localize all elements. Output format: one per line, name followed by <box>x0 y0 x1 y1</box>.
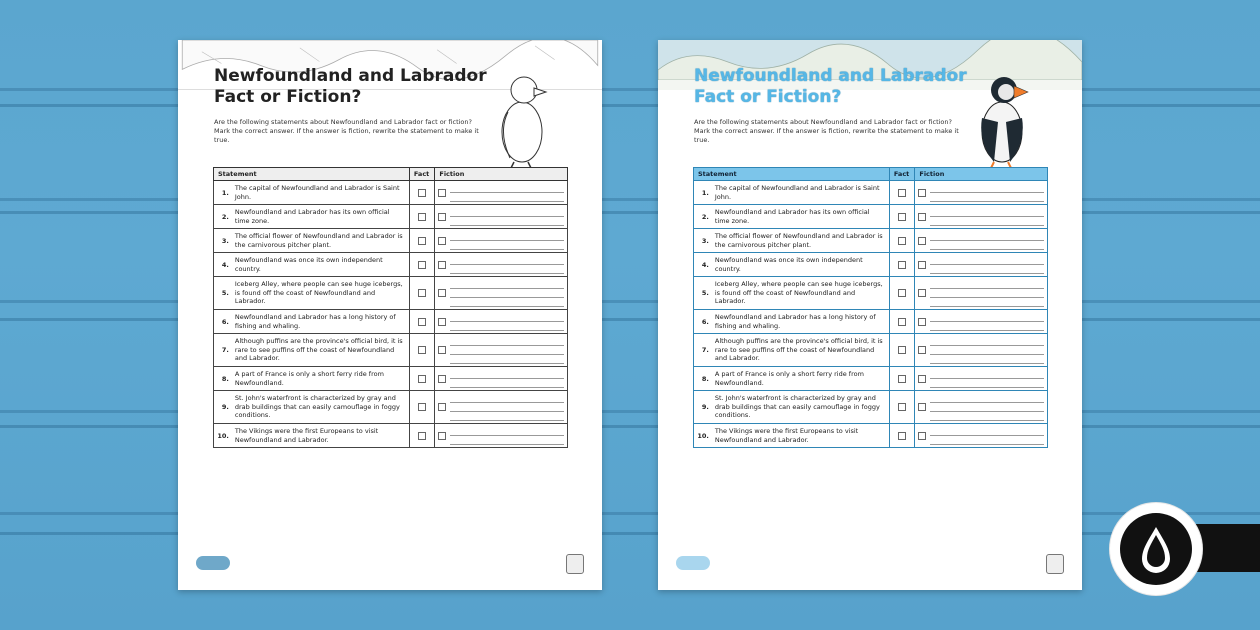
fact-cell <box>409 205 435 229</box>
header-statement: Statement <box>694 168 890 181</box>
writing-line[interactable] <box>450 436 564 445</box>
header-fiction: Fiction <box>435 168 568 181</box>
fact-cell <box>409 424 435 448</box>
header-fiction: Fiction <box>915 168 1048 181</box>
fact-checkbox[interactable] <box>898 403 906 411</box>
fact-checkbox[interactable] <box>898 237 906 245</box>
row-statement: Iceberg Alley, where people can see huge icebergs, is found off the coast of Newfoundland and Labrador. <box>232 277 410 310</box>
fiction-cell <box>435 277 568 310</box>
fiction-cell <box>915 229 1048 253</box>
fiction-checkbox[interactable] <box>918 318 926 326</box>
writing-line[interactable] <box>450 208 564 217</box>
fact-cell <box>889 229 915 253</box>
row-statement: Although puffins are the province's official bird, it is rare to see puffins off the coast of Newfoundland and Labrador. <box>712 334 890 367</box>
page-title <box>214 66 514 108</box>
row-statement: The official flower of Newfoundland and Labrador is the carnivorous pitcher plant. <box>712 229 890 253</box>
row-number: 3. <box>214 229 232 253</box>
twinkl-logo <box>196 556 230 570</box>
fact-checkbox[interactable] <box>418 189 426 197</box>
writing-line[interactable] <box>930 265 1044 274</box>
table-row <box>214 424 568 448</box>
fact-checkbox[interactable] <box>898 213 906 221</box>
row-statement: St. John's waterfront is characterized by gray and drab buildings that can easily camouflage in foggy conditions. <box>232 391 410 424</box>
fiction-cell <box>915 310 1048 334</box>
writing-line[interactable] <box>450 412 564 421</box>
table-row <box>214 334 568 367</box>
rewrite-lines[interactable] <box>930 313 1044 331</box>
table-row <box>694 229 1048 253</box>
rewrite-lines[interactable] <box>930 427 1044 445</box>
writing-line[interactable] <box>930 322 1044 331</box>
fact-cell <box>889 310 915 334</box>
writing-line[interactable] <box>930 193 1044 202</box>
fact-cell <box>889 277 915 310</box>
row-statement: Newfoundland and Labrador has its own official time zone. <box>712 205 890 229</box>
row-number: 5. <box>694 277 712 310</box>
writing-line[interactable] <box>450 232 564 241</box>
fiction-cell <box>915 391 1048 424</box>
puffin-icon <box>484 62 558 174</box>
ink-tab <box>1196 524 1260 572</box>
writing-line[interactable] <box>450 313 564 322</box>
fiction-cell <box>435 310 568 334</box>
writing-line[interactable] <box>450 370 564 379</box>
fiction-checkbox[interactable] <box>438 189 446 197</box>
rewrite-lines[interactable] <box>930 256 1044 274</box>
fiction-cell <box>435 367 568 391</box>
writing-line[interactable] <box>450 256 564 265</box>
title-line-2: Fact or Fiction? <box>214 87 362 107</box>
rewrite-lines[interactable] <box>930 370 1044 388</box>
row-statement: Newfoundland was once its own independent country. <box>712 253 890 277</box>
table-row <box>694 205 1048 229</box>
ink-drop-icon <box>1120 513 1192 585</box>
fiction-checkbox[interactable] <box>918 213 926 221</box>
fact-checkbox[interactable] <box>898 432 906 440</box>
row-statement: The capital of Newfoundland and Labrador is Saint John. <box>232 181 410 205</box>
row-statement: Newfoundland and Labrador has a long history of fishing and whaling. <box>232 310 410 334</box>
rewrite-lines[interactable] <box>930 337 1044 364</box>
writing-line[interactable] <box>930 313 1044 322</box>
header-fact: Fact <box>889 168 915 181</box>
fact-cell <box>889 367 915 391</box>
table-row <box>694 367 1048 391</box>
writing-line[interactable] <box>450 217 564 226</box>
fiction-cell <box>435 424 568 448</box>
table-row <box>694 277 1048 310</box>
table-row <box>694 391 1048 424</box>
intro-text: Are the following statements about Newfoundland and Labrador fact or fiction? Mark the correct answer. If the answer is fiction, rewrite the statement to make it true. <box>214 118 479 144</box>
writing-line[interactable] <box>450 403 564 412</box>
fiction-cell <box>915 424 1048 448</box>
fact-cell <box>889 424 915 448</box>
rewrite-lines[interactable] <box>450 208 564 226</box>
writing-line[interactable] <box>930 256 1044 265</box>
fiction-checkbox[interactable] <box>438 289 446 297</box>
table-row <box>214 205 568 229</box>
intro-text: Are the following statements about Newfoundland and Labrador fact or fiction? Mark the correct answer. If the answer is fiction, rewrite the statement to make it true. <box>694 118 959 144</box>
row-statement: Newfoundland was once its own independent country. <box>232 253 410 277</box>
writing-line[interactable] <box>450 298 564 307</box>
fiction-cell <box>915 181 1048 205</box>
row-number: 5. <box>214 277 232 310</box>
writing-line[interactable] <box>450 184 564 193</box>
table-row <box>694 253 1048 277</box>
writing-line[interactable] <box>450 280 564 289</box>
row-number: 10. <box>214 424 232 448</box>
header-fact: Fact <box>409 168 435 181</box>
fiction-checkbox[interactable] <box>438 346 446 354</box>
fact-checkbox[interactable] <box>898 318 906 326</box>
worksheet-color <box>658 40 1082 590</box>
row-number: 10. <box>694 424 712 448</box>
title-line-1: Newfoundland and Labrador <box>214 66 487 86</box>
writing-line[interactable] <box>930 289 1044 298</box>
table-row <box>694 181 1048 205</box>
writing-line[interactable] <box>930 403 1044 412</box>
fact-checkbox[interactable] <box>898 375 906 383</box>
row-number: 9. <box>214 391 232 424</box>
table-row <box>214 229 568 253</box>
writing-line[interactable] <box>930 232 1044 241</box>
table-row <box>214 253 568 277</box>
fact-cell <box>409 181 435 205</box>
writing-line[interactable] <box>450 193 564 202</box>
row-number: 9. <box>694 391 712 424</box>
writing-line[interactable] <box>930 436 1044 445</box>
row-number: 3. <box>694 229 712 253</box>
row-statement: A part of France is only a short ferry ride from Newfoundland. <box>712 367 890 391</box>
fact-cell <box>889 391 915 424</box>
row-number: 6. <box>694 310 712 334</box>
fact-checkbox[interactable] <box>418 261 426 269</box>
row-statement: Newfoundland and Labrador has a long history of fishing and whaling. <box>712 310 890 334</box>
fiction-checkbox[interactable] <box>918 261 926 269</box>
fiction-checkbox[interactable] <box>438 432 446 440</box>
fiction-cell <box>435 181 568 205</box>
table-row <box>214 181 568 205</box>
rewrite-lines[interactable] <box>930 184 1044 202</box>
fact-checkbox[interactable] <box>898 261 906 269</box>
row-statement: St. John's waterfront is characterized by gray and drab buildings that can easily camouflage in foggy conditions. <box>712 391 890 424</box>
row-number: 2. <box>694 205 712 229</box>
rewrite-lines[interactable] <box>450 313 564 331</box>
row-number: 1. <box>214 181 232 205</box>
title-line-1: Newfoundland and Labrador <box>694 66 967 86</box>
brand-mark-icon <box>1046 554 1064 574</box>
fact-cell <box>409 310 435 334</box>
fact-cell <box>889 334 915 367</box>
fact-cell <box>889 181 915 205</box>
row-number: 6. <box>214 310 232 334</box>
header-statement: Statement <box>214 168 410 181</box>
fiction-checkbox[interactable] <box>438 403 446 411</box>
row-number: 4. <box>694 253 712 277</box>
fiction-checkbox[interactable] <box>918 403 926 411</box>
fact-checkbox[interactable] <box>418 375 426 383</box>
fact-checkbox[interactable] <box>898 346 906 354</box>
rewrite-lines[interactable] <box>450 370 564 388</box>
fact-cell <box>409 229 435 253</box>
writing-line[interactable] <box>930 217 1044 226</box>
writing-line[interactable] <box>930 346 1044 355</box>
fact-checkbox[interactable] <box>418 289 426 297</box>
fact-checkbox[interactable] <box>898 189 906 197</box>
rewrite-lines[interactable] <box>450 184 564 202</box>
writing-line[interactable] <box>930 298 1044 307</box>
page-title-color <box>694 66 994 108</box>
writing-line[interactable] <box>930 241 1044 250</box>
rewrite-lines[interactable] <box>450 256 564 274</box>
fact-cell <box>409 253 435 277</box>
writing-line[interactable] <box>930 370 1044 379</box>
rewrite-lines[interactable] <box>450 280 564 307</box>
row-statement: The capital of Newfoundland and Labrador is Saint John. <box>712 181 890 205</box>
row-statement: The official flower of Newfoundland and Labrador is the carnivorous pitcher plant. <box>232 229 410 253</box>
writing-line[interactable] <box>450 322 564 331</box>
fiction-cell <box>915 334 1048 367</box>
fiction-cell <box>435 334 568 367</box>
fact-checkbox[interactable] <box>418 432 426 440</box>
writing-line[interactable] <box>450 355 564 364</box>
fiction-checkbox[interactable] <box>918 289 926 297</box>
row-number: 8. <box>694 367 712 391</box>
fact-checkbox[interactable] <box>418 346 426 354</box>
fact-checkbox[interactable] <box>418 213 426 221</box>
writing-line[interactable] <box>930 337 1044 346</box>
fact-checkbox[interactable] <box>418 403 426 411</box>
fact-fiction-table <box>693 167 1048 448</box>
row-number: 7. <box>214 334 232 367</box>
fiction-checkbox[interactable] <box>918 346 926 354</box>
fact-cell <box>409 391 435 424</box>
fact-cell <box>409 277 435 310</box>
title-line-2: Fact or Fiction? <box>694 87 842 107</box>
rewrite-lines[interactable] <box>450 427 564 445</box>
fact-checkbox[interactable] <box>898 289 906 297</box>
fiction-cell <box>435 229 568 253</box>
table-row <box>214 367 568 391</box>
writing-line[interactable] <box>450 265 564 274</box>
writing-line[interactable] <box>450 289 564 298</box>
fiction-checkbox[interactable] <box>918 237 926 245</box>
fiction-cell <box>915 253 1048 277</box>
fiction-checkbox[interactable] <box>918 189 926 197</box>
fiction-cell <box>435 205 568 229</box>
writing-line[interactable] <box>930 379 1044 388</box>
fact-cell <box>889 253 915 277</box>
fact-fiction-table <box>213 167 568 448</box>
table-row <box>214 310 568 334</box>
writing-line[interactable] <box>450 346 564 355</box>
writing-line[interactable] <box>450 337 564 346</box>
writing-line[interactable] <box>930 355 1044 364</box>
twinkl-logo <box>676 556 710 570</box>
fact-checkbox[interactable] <box>418 237 426 245</box>
row-number: 8. <box>214 367 232 391</box>
fiction-cell <box>915 367 1048 391</box>
fiction-checkbox[interactable] <box>918 375 926 383</box>
writing-line[interactable] <box>450 379 564 388</box>
rewrite-lines[interactable] <box>930 280 1044 307</box>
table-row <box>694 424 1048 448</box>
writing-line[interactable] <box>450 241 564 250</box>
fiction-checkbox[interactable] <box>918 432 926 440</box>
writing-line[interactable] <box>930 280 1044 289</box>
rewrite-lines[interactable] <box>450 337 564 364</box>
fiction-cell <box>435 391 568 424</box>
table-row <box>694 310 1048 334</box>
writing-line[interactable] <box>930 208 1044 217</box>
row-statement: A part of France is only a short ferry ride from Newfoundland. <box>232 367 410 391</box>
writing-line[interactable] <box>930 412 1044 421</box>
writing-line[interactable] <box>930 427 1044 436</box>
row-number: 2. <box>214 205 232 229</box>
fiction-checkbox[interactable] <box>438 213 446 221</box>
footer-brand <box>566 554 584 574</box>
row-statement: Iceberg Alley, where people can see huge icebergs, is found off the coast of Newfoundland and Labrador. <box>712 277 890 310</box>
table-row <box>694 334 1048 367</box>
rewrite-lines[interactable] <box>450 394 564 421</box>
fact-checkbox[interactable] <box>418 318 426 326</box>
fiction-cell <box>435 253 568 277</box>
fact-cell <box>409 334 435 367</box>
table-row <box>214 391 568 424</box>
fact-cell <box>889 205 915 229</box>
fact-cell <box>409 367 435 391</box>
row-number: 1. <box>694 181 712 205</box>
ink-badge-inner <box>1120 513 1192 585</box>
puffin-icon <box>964 62 1038 174</box>
fiction-cell <box>915 205 1048 229</box>
writing-line[interactable] <box>930 184 1044 193</box>
rewrite-lines[interactable] <box>930 394 1044 421</box>
row-statement: Newfoundland and Labrador has its own official time zone. <box>232 205 410 229</box>
rewrite-lines[interactable] <box>450 232 564 250</box>
writing-line[interactable] <box>450 427 564 436</box>
row-statement: The Vikings were the first Europeans to visit Newfoundland and Labrador. <box>232 424 410 448</box>
fiction-checkbox[interactable] <box>438 375 446 383</box>
table-row <box>214 277 568 310</box>
row-number: 7. <box>694 334 712 367</box>
fiction-checkbox[interactable] <box>438 237 446 245</box>
writing-line[interactable] <box>930 394 1044 403</box>
fiction-checkbox[interactable] <box>438 318 446 326</box>
row-statement: Although puffins are the province's official bird, it is rare to see puffins off the coast of Newfoundland and Labrador. <box>232 334 410 367</box>
brand-mark-icon <box>566 554 584 574</box>
footer-brand <box>1046 554 1064 574</box>
worksheet-bw <box>178 40 602 590</box>
fiction-checkbox[interactable] <box>438 261 446 269</box>
fiction-cell <box>915 277 1048 310</box>
writing-line[interactable] <box>450 394 564 403</box>
rewrite-lines[interactable] <box>930 232 1044 250</box>
ink-saver-badge[interactable] <box>1110 503 1202 595</box>
row-statement: The Vikings were the first Europeans to visit Newfoundland and Labrador. <box>712 424 890 448</box>
row-number: 4. <box>214 253 232 277</box>
rewrite-lines[interactable] <box>930 208 1044 226</box>
